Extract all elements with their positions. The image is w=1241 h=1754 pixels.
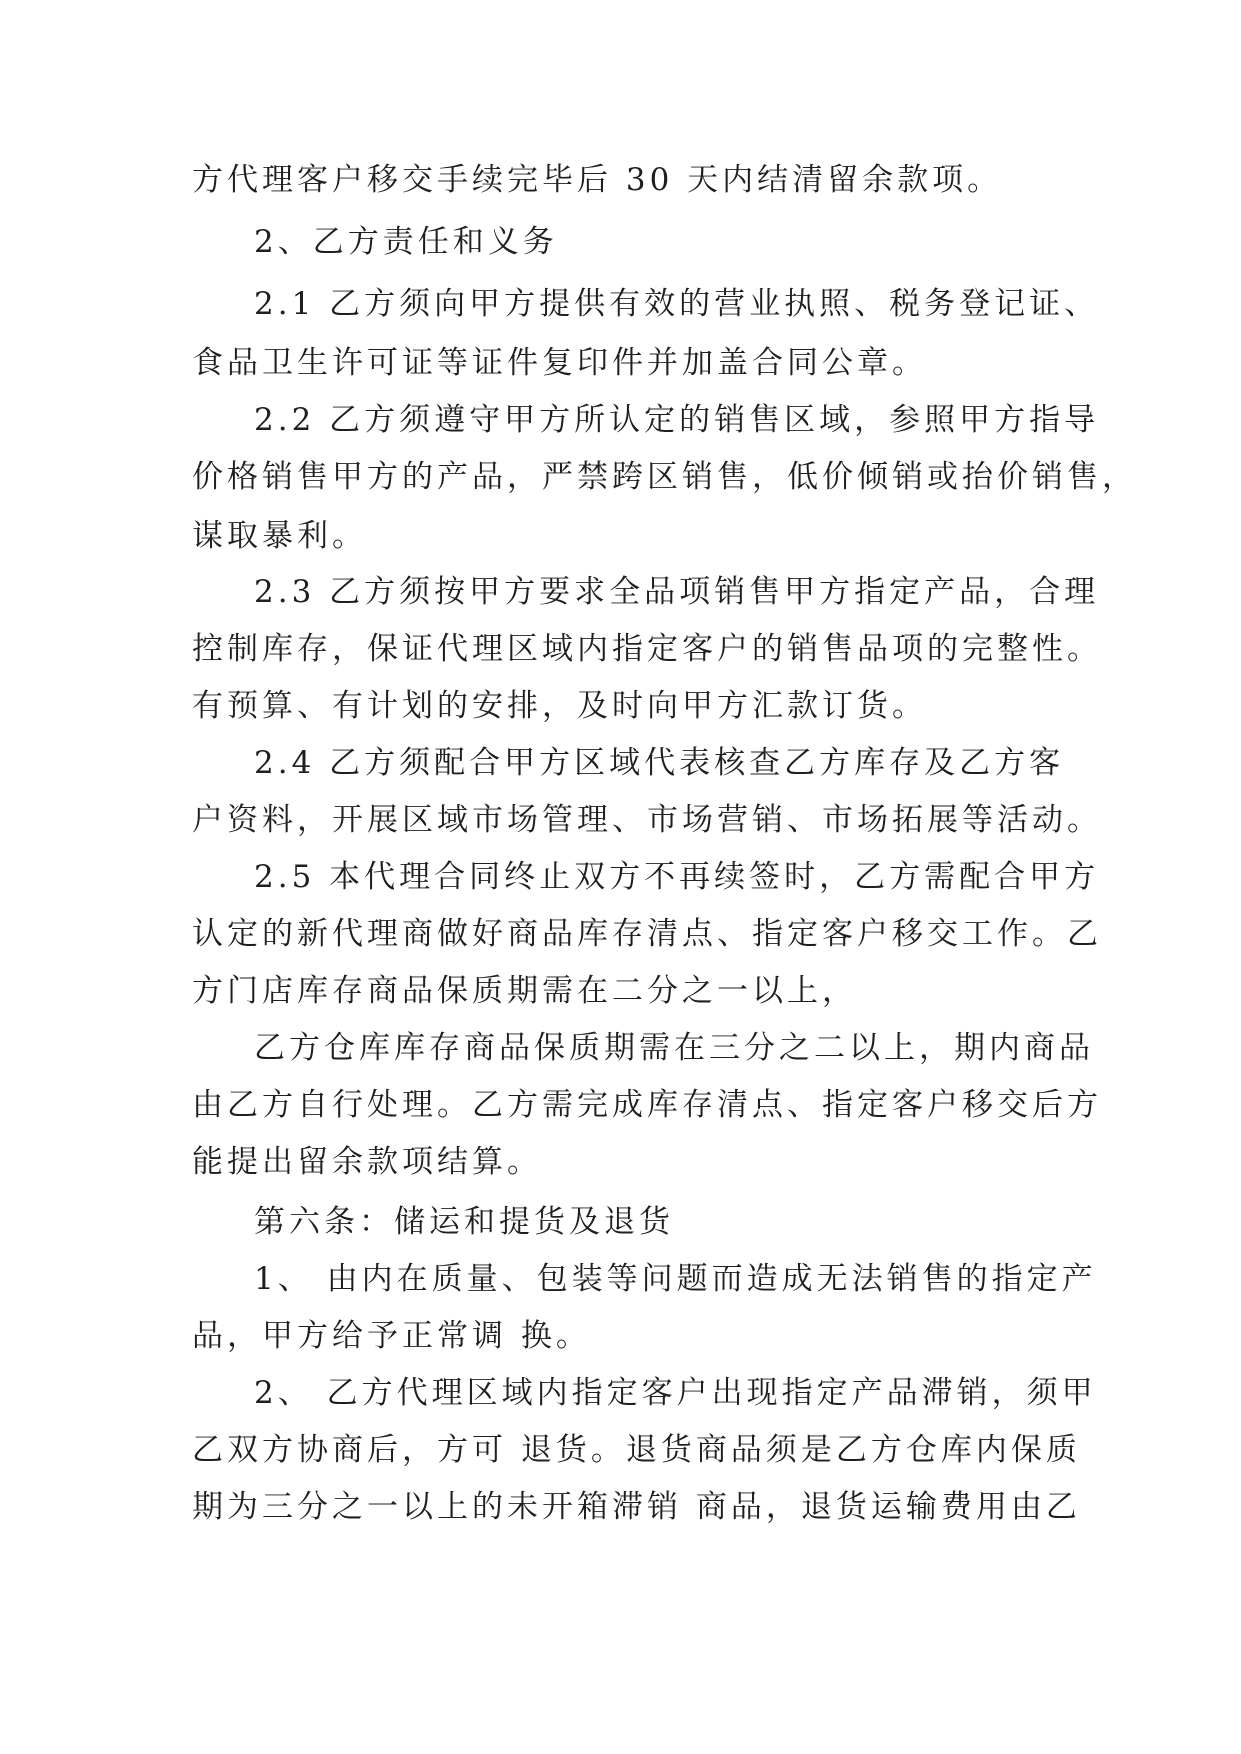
text-line: 2.3 乙方须按甲方要求全品项销售甲方指定产品，合理 <box>254 574 1100 610</box>
text-line: 品，甲方给予正常调 换。 <box>192 1318 591 1354</box>
text-line: 乙方仓库库存商品保质期需在三分之二以上，期内商品 <box>254 1030 1094 1066</box>
text-line: 方门店库存商品保质期需在二分之一以上， <box>192 973 857 1009</box>
text-line: 户资料，开展区域市场管理、市场营销、市场拓展等活动。 <box>192 802 1102 838</box>
section-heading: 2、乙方责任和义务 <box>254 224 558 260</box>
text-line: 方代理客户移交手续完毕后 30 天内结清留余款项。 <box>192 162 1003 198</box>
text-line: 2.1 乙方须向甲方提供有效的营业执照、税务登记证、 <box>254 286 1100 322</box>
text-line: 乙双方协商后，方可 退货。退货商品须是乙方仓库内保质 <box>192 1432 1081 1468</box>
text-line: 期为三分之一以上的未开箱滞销 商品，退货运输费用由乙 <box>192 1489 1081 1525</box>
text-line: 2.5 本代理合同终止双方不再续签时，乙方需配合甲方 <box>254 859 1100 895</box>
text-line: 2.2 乙方须遵守甲方所认定的销售区域，参照甲方指导 <box>254 402 1100 438</box>
text-line: 谋取暴利。 <box>192 518 367 554</box>
text-line: 1、 由内在质量、包装等问题而造成无法销售的指定产 <box>254 1261 1097 1297</box>
text-line: 认定的新代理商做好商品库存清点、指定客户移交工作。乙 <box>192 916 1102 952</box>
text-line: 2.4 乙方须配合甲方区域代表核查乙方库存及乙方客 <box>254 745 1065 781</box>
section-heading: 第六条：储运和提货及退货 <box>254 1204 674 1240</box>
text-line: 2、 乙方代理区域内指定客户出现指定产品滞销，须甲 <box>254 1375 1097 1411</box>
text-line: 价格销售甲方的产品，严禁跨区销售，低价倾销或抬价销售， <box>192 459 1137 495</box>
text-line: 由乙方自行处理。乙方需完成库存清点、指定客户移交后方 <box>192 1087 1102 1123</box>
text-line: 有预算、有计划的安排，及时向甲方汇款订货。 <box>192 688 927 724</box>
text-line: 食品卫生许可证等证件复印件并加盖合同公章。 <box>192 345 927 381</box>
text-line: 控制库存，保证代理区域内指定客户的销售品项的完整性。 <box>192 631 1102 667</box>
text-line: 能提出留余款项结算。 <box>192 1144 542 1180</box>
